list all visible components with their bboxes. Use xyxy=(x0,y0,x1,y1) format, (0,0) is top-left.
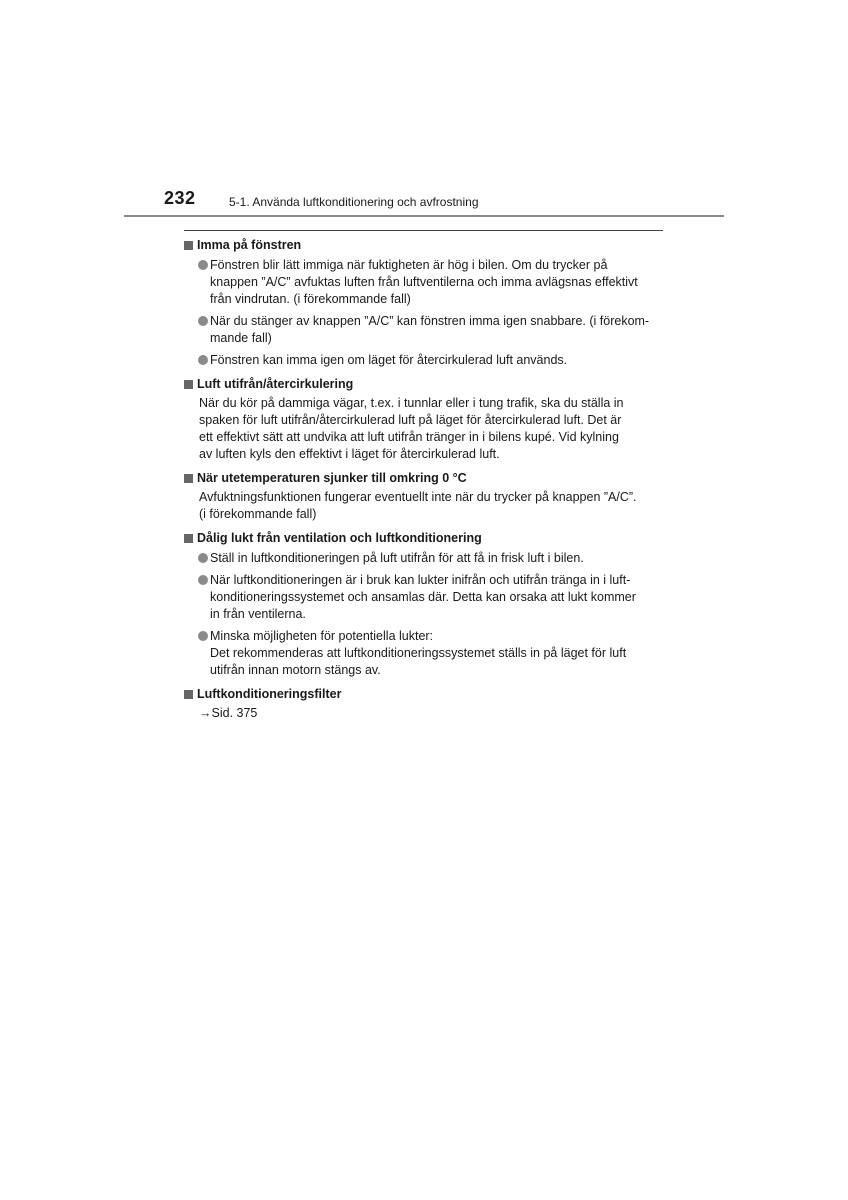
list-item xyxy=(184,313,663,347)
text-line: Fönstren kan imma igen om läget för återcirkulerad luft används. xyxy=(210,353,568,367)
section-heading-text: Dålig lukt från ventilation och luftkonditionering xyxy=(197,531,482,545)
text-line: (i förekommande fall) xyxy=(199,507,317,521)
text-line: utifrån innan motorn stängs av. xyxy=(210,663,381,677)
text-line: När du kör på dammiga vägar, t.ex. i tunnlar eller i tung trafik, ska du ställa in xyxy=(199,396,624,410)
text-line: Avfuktningsfunktionen fungerar eventuellt inte när du trycker på knappen ”A/C”. xyxy=(199,490,637,504)
list-item xyxy=(184,257,663,308)
section-heading-text: När utetemperaturen sjunker till omkring 0 °C xyxy=(197,471,467,485)
section-outside-temperature xyxy=(184,469,663,523)
text-line: spaken för luft utifrån/återcirkulerad luft på läget för återcirkulerad luft. Det är xyxy=(199,413,622,427)
section-heading xyxy=(184,375,663,394)
square-bullet-icon xyxy=(184,474,193,483)
page-reference-link[interactable]: →Sid. 375 xyxy=(199,706,258,720)
text-line: in från ventilerna. xyxy=(210,607,306,621)
text-line: Minska möjligheten för potentiella lukter: xyxy=(210,629,434,643)
list-item xyxy=(184,628,663,679)
circle-bullet-icon xyxy=(198,553,208,563)
circle-bullet-icon xyxy=(198,316,208,326)
list-item xyxy=(184,550,663,567)
circle-bullet-icon xyxy=(198,355,208,365)
section-heading xyxy=(184,529,663,548)
header-rule xyxy=(124,215,724,217)
square-bullet-icon xyxy=(184,241,193,250)
text-line: från vindrutan. (i förekommande fall) xyxy=(210,292,411,306)
section-title: 5-1. Använda luftkonditionering och avfrostning xyxy=(229,195,479,209)
section-outside-air-recirculation xyxy=(184,375,663,463)
page-content xyxy=(184,236,663,728)
circle-bullet-icon xyxy=(198,631,208,641)
text-line: Fönstren blir lätt immiga när fuktigheten är hög i bilen. Om du trycker på xyxy=(210,258,608,272)
section-fog-on-windows xyxy=(184,236,663,369)
text-line: Det rekommenderas att luftkonditioneringssystemet ställs in på läget för luft xyxy=(210,646,627,660)
text-line: knappen ”A/C” avfuktas luften från luftventilerna och imma avlägsnas effektivt xyxy=(210,275,638,289)
text-line: Ställ in luftkonditioneringen på luft utifrån för att få in frisk luft i bilen. xyxy=(210,551,584,565)
square-bullet-icon xyxy=(184,380,193,389)
content-top-rule xyxy=(184,230,663,231)
circle-bullet-icon xyxy=(198,260,208,270)
text-line: När luftkonditioneringen är i bruk kan lukter inifrån och utifrån tränga in i luft- xyxy=(210,573,631,587)
section-heading-text: Imma på fönstren xyxy=(197,238,302,252)
text-line: konditioneringssystemet och ansamlas där. Detta kan orsaka att lukt kommer xyxy=(210,590,636,604)
text-line: När du stänger av knappen ”A/C” kan fönstren imma igen snabbare. (i förekom- xyxy=(210,314,650,328)
circle-bullet-icon xyxy=(198,575,208,585)
page-number: 232 xyxy=(164,188,196,208)
paragraph xyxy=(184,395,663,463)
page-header xyxy=(124,188,724,216)
section-heading-text: Luft utifrån/återcirkulering xyxy=(197,377,354,391)
section-heading xyxy=(184,236,663,255)
section-heading-text: Luftkonditioneringsfilter xyxy=(197,687,342,701)
section-heading xyxy=(184,469,663,488)
section-bad-odor xyxy=(184,529,663,679)
square-bullet-icon xyxy=(184,534,193,543)
paragraph xyxy=(184,489,663,523)
section-ac-filter xyxy=(184,685,663,722)
list-item xyxy=(184,572,663,623)
list-item xyxy=(184,352,663,369)
section-heading xyxy=(184,685,663,704)
square-bullet-icon xyxy=(184,690,193,699)
text-line: av luften kyls den effektivt i läget för återcirkulerad luft. xyxy=(199,447,500,461)
text-line: ett effektivt sätt att undvika att luft utifrån tränger in i bilens kupé. Vid kylning xyxy=(199,430,619,444)
text-line: mande fall) xyxy=(210,331,272,345)
